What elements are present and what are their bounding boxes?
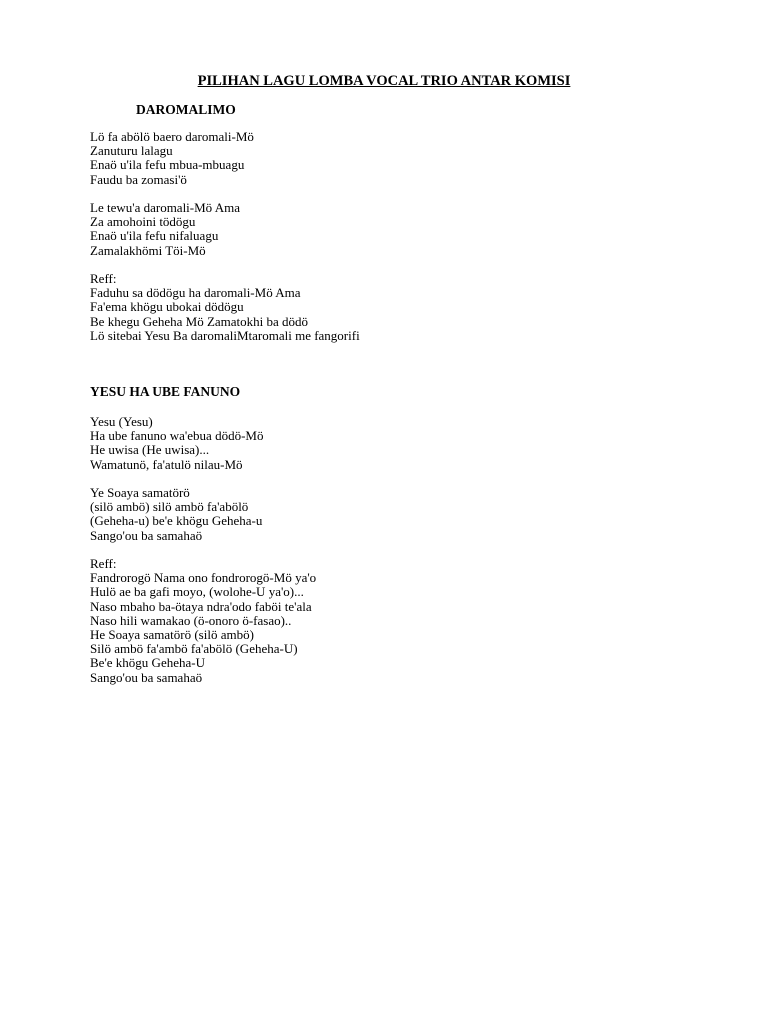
lyric-line: Wamatunö, fa'atulö nilau-Mö bbox=[90, 456, 243, 472]
lyric-line: Faudu ba zomasi'ö bbox=[90, 171, 187, 187]
reff-label: Reff: bbox=[90, 271, 117, 286]
lyric-line: Naso hili wamakao (ö-onoro ö-fasao).. bbox=[90, 612, 292, 628]
lyric-line: Ye Soaya samatörö bbox=[90, 485, 190, 500]
lyric-line: Naso mbaho ba-ötaya ndra'odo faböi te'ala bbox=[90, 598, 312, 614]
lyric-line: Hulö ae ba gafi moyo, (wolohe-U ya'o)... bbox=[90, 584, 304, 600]
lyric-line: Le tewu'a daromali-Mö Ama bbox=[90, 200, 240, 215]
song1-verse2 bbox=[90, 201, 240, 258]
song-title-daromalimo: DAROMALIMO bbox=[136, 102, 236, 117]
song1-reff bbox=[90, 272, 360, 343]
lyric-line: Lö sitebai Yesu Ba daromaliMtaromali me fangorifi bbox=[90, 327, 360, 343]
lyric-line: Sango'ou ba samahaö bbox=[90, 527, 203, 543]
song2-reff bbox=[90, 557, 316, 685]
song-title-yesu-ha-ube-fanuno: YESU HA UBE FANUNO bbox=[90, 384, 241, 399]
lyric-line: Yesu (Yesu) bbox=[90, 414, 153, 429]
lyric-line: Be khegu Geheha Mö Zamatokhi ba dödö bbox=[90, 313, 309, 329]
lyric-line: Fandrorogö Nama ono fondrorogö-Mö ya'o bbox=[90, 570, 317, 586]
lyric-line: Zanuturu lalagu bbox=[90, 143, 173, 159]
song1-verse1 bbox=[90, 130, 254, 187]
lyric-line: Enaö u'ila fefu mbua-mbuagu bbox=[90, 157, 245, 173]
lyric-line: Lö fa abölö baero daromali-Mö bbox=[90, 129, 254, 144]
lyric-line: Za amohoini tödögu bbox=[90, 214, 196, 230]
lyric-line: Silö ambö fa'ambö fa'abölö (Geheha-U) bbox=[90, 641, 298, 657]
lyric-line: He uwisa (He uwisa)... bbox=[90, 442, 210, 458]
lyric-line: (Geheha-u) be'e khögu Geheha-u bbox=[90, 513, 263, 529]
lyric-line: He Soaya samatörö (silö ambö) bbox=[90, 626, 254, 642]
document-title: PILIHAN LAGU LOMBA VOCAL TRIO ANTAR KOMISI bbox=[197, 73, 571, 89]
song2-verse2 bbox=[90, 486, 262, 543]
lyric-line: Be'e khögu Geheha-U bbox=[90, 655, 205, 671]
reff-label: Reff: bbox=[90, 556, 117, 571]
lyric-line: Faduhu sa dödögu ha daromali-Mö Ama bbox=[90, 285, 301, 301]
lyric-line: Sango'ou ba samahaö bbox=[90, 669, 203, 685]
lyric-line: Ha ube fanuno wa'ebua dödö-Mö bbox=[90, 428, 264, 444]
song2-verse1 bbox=[90, 415, 263, 472]
lyric-line: Zamalakhömi Töi-Mö bbox=[90, 242, 206, 258]
lyric-line: (silö ambö) silö ambö fa'abölö bbox=[90, 499, 249, 515]
lyric-line: Fa'ema khögu ubokai dödögu bbox=[90, 299, 244, 315]
lyric-line: Enaö u'ila fefu nifaluagu bbox=[90, 228, 219, 244]
